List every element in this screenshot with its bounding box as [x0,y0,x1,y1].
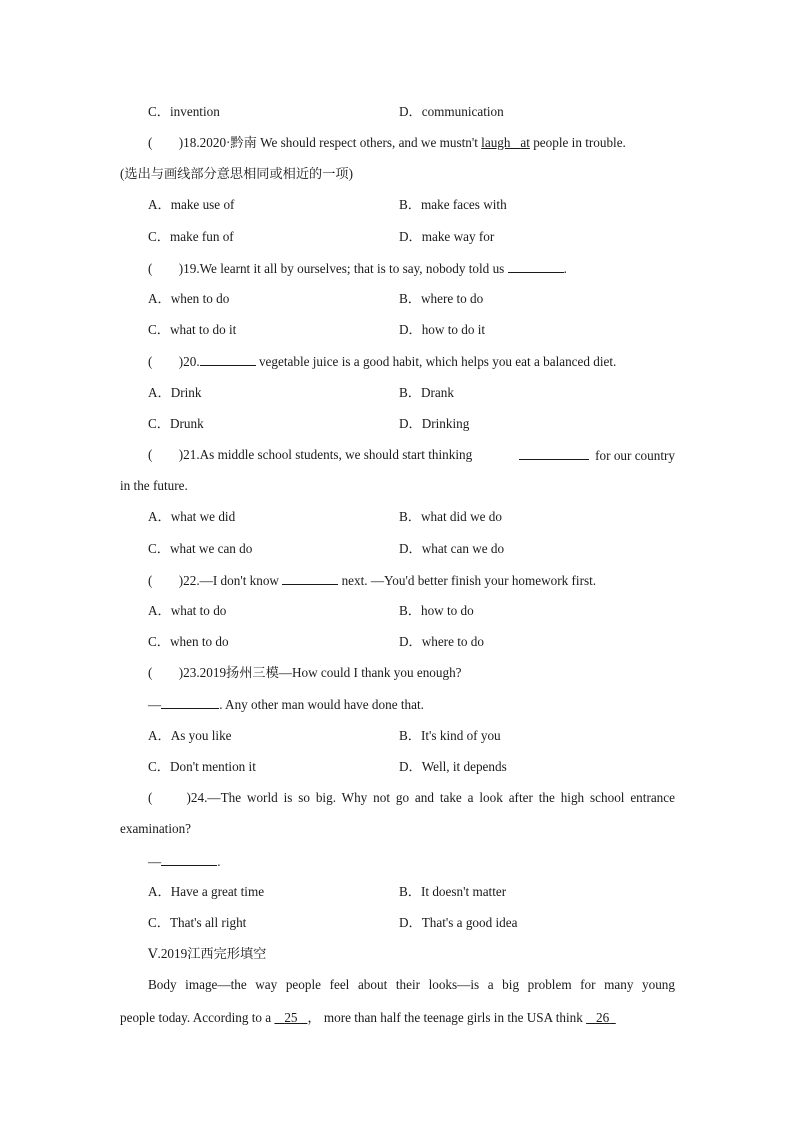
q24-option-a: A．Have a great time [148,884,265,899]
q19-option-a: A．when to do [148,291,230,306]
answer-paren: ( ) [148,665,184,680]
q23-option-c: C．Don't mention it [148,759,256,774]
q21-option-c: C．what we can do [148,541,253,556]
q18-stem: ( )18.2020·黔南 We should respect others, and we mustn't laugh at people in trouble. [148,135,626,150]
q21-option-d: D．what can we do [399,541,505,556]
answer-blank [508,260,564,273]
answer-blank [161,853,217,866]
q22-stem: ( )22.—I don't know next. —You'd better finish your homework first. [148,573,597,588]
passage-line-1: Body image—the way people feel about their looks—is a big problem for many young [148,977,675,992]
answer-paren: ( ) [148,354,184,369]
q23-option-b: B．It's kind of you [399,728,501,743]
question-number: 18.2020·黔南 [183,135,257,150]
underlined-phrase: laugh at [481,135,530,150]
q22-option-a: A．what to do [148,603,227,618]
q24-option-c: C．That's all right [148,915,247,930]
q18-option-d: D．make way for [399,229,495,244]
q17-option-c: C．invention [148,104,220,119]
answer-paren: ( ) [148,135,184,150]
q20-option-d: D．Drinking [399,416,470,431]
blank-26: 26 [596,1010,610,1025]
q19-option-b: B．where to do [399,291,484,306]
q23-stem: ( )23.2019扬州三模—How could I thank you enough? [148,665,462,680]
answer-paren: ( ) [148,261,184,276]
answer-paren: ( ) [148,790,191,805]
answer-blank [200,353,256,366]
answer-blank [282,572,338,585]
answer-paren: ( ) [148,573,184,588]
answer-blank [161,696,219,709]
q23-option-d: D．Well, it depends [399,759,507,774]
q21-option-a: A．what we did [148,509,236,524]
q19-option-d: D．how to do it [399,322,486,337]
answer-blank [519,447,589,460]
q17-option-d: D．communication [399,104,504,119]
section-heading: Ⅴ.2019江西完形填空 [148,946,267,961]
q22-option-b: B．how to do [399,603,474,618]
passage-line-2: people today. According to a 25 ， more than half the teenage girls in the USA think 26 [120,1010,675,1026]
blank-25: 25 [284,1010,298,1025]
q21-stem: ( )21.As middle school students, we should start thinking for our country [148,447,675,463]
q24-stem: ( )24.—The world is so big. Why not go and take a look after the high school entrance [148,790,675,805]
q20-option-c: C．Drunk [148,416,204,431]
q21-option-b: B．what did we do [399,509,502,524]
q23-option-a: A．As you like [148,728,232,743]
q18-option-b: B．make faces with [399,197,507,212]
q20-stem: ( )20. vegetable juice is a good habit, which helps you eat a balanced diet. [148,354,617,369]
answer-paren: ( ) [148,447,184,462]
q24-option-b: B．It doesn't matter [399,884,507,899]
q18-option-c: C．make fun of [148,229,234,244]
q18-option-a: A．make use of [148,197,235,212]
q20-option-a: A．Drink [148,385,202,400]
q21-stem-continued: in the future. [120,478,188,493]
q24-reply: — . [148,854,221,869]
q18-note: (选出与画线部分意思相同或相近的一项) [120,166,353,181]
q20-option-b: B．Drank [399,385,454,400]
q24-option-d: D．That's a good idea [399,915,518,930]
q19-stem: ( )19.We learnt it all by ourselves; that is to say, nobody told us . [148,261,567,276]
q23-reply: — . Any other man would have done that. [148,697,424,712]
q22-option-c: C．when to do [148,634,229,649]
q22-option-d: D．where to do [399,634,484,649]
q19-option-c: C．what to do it [148,322,237,337]
q24-stem-continued: examination? [120,821,192,836]
